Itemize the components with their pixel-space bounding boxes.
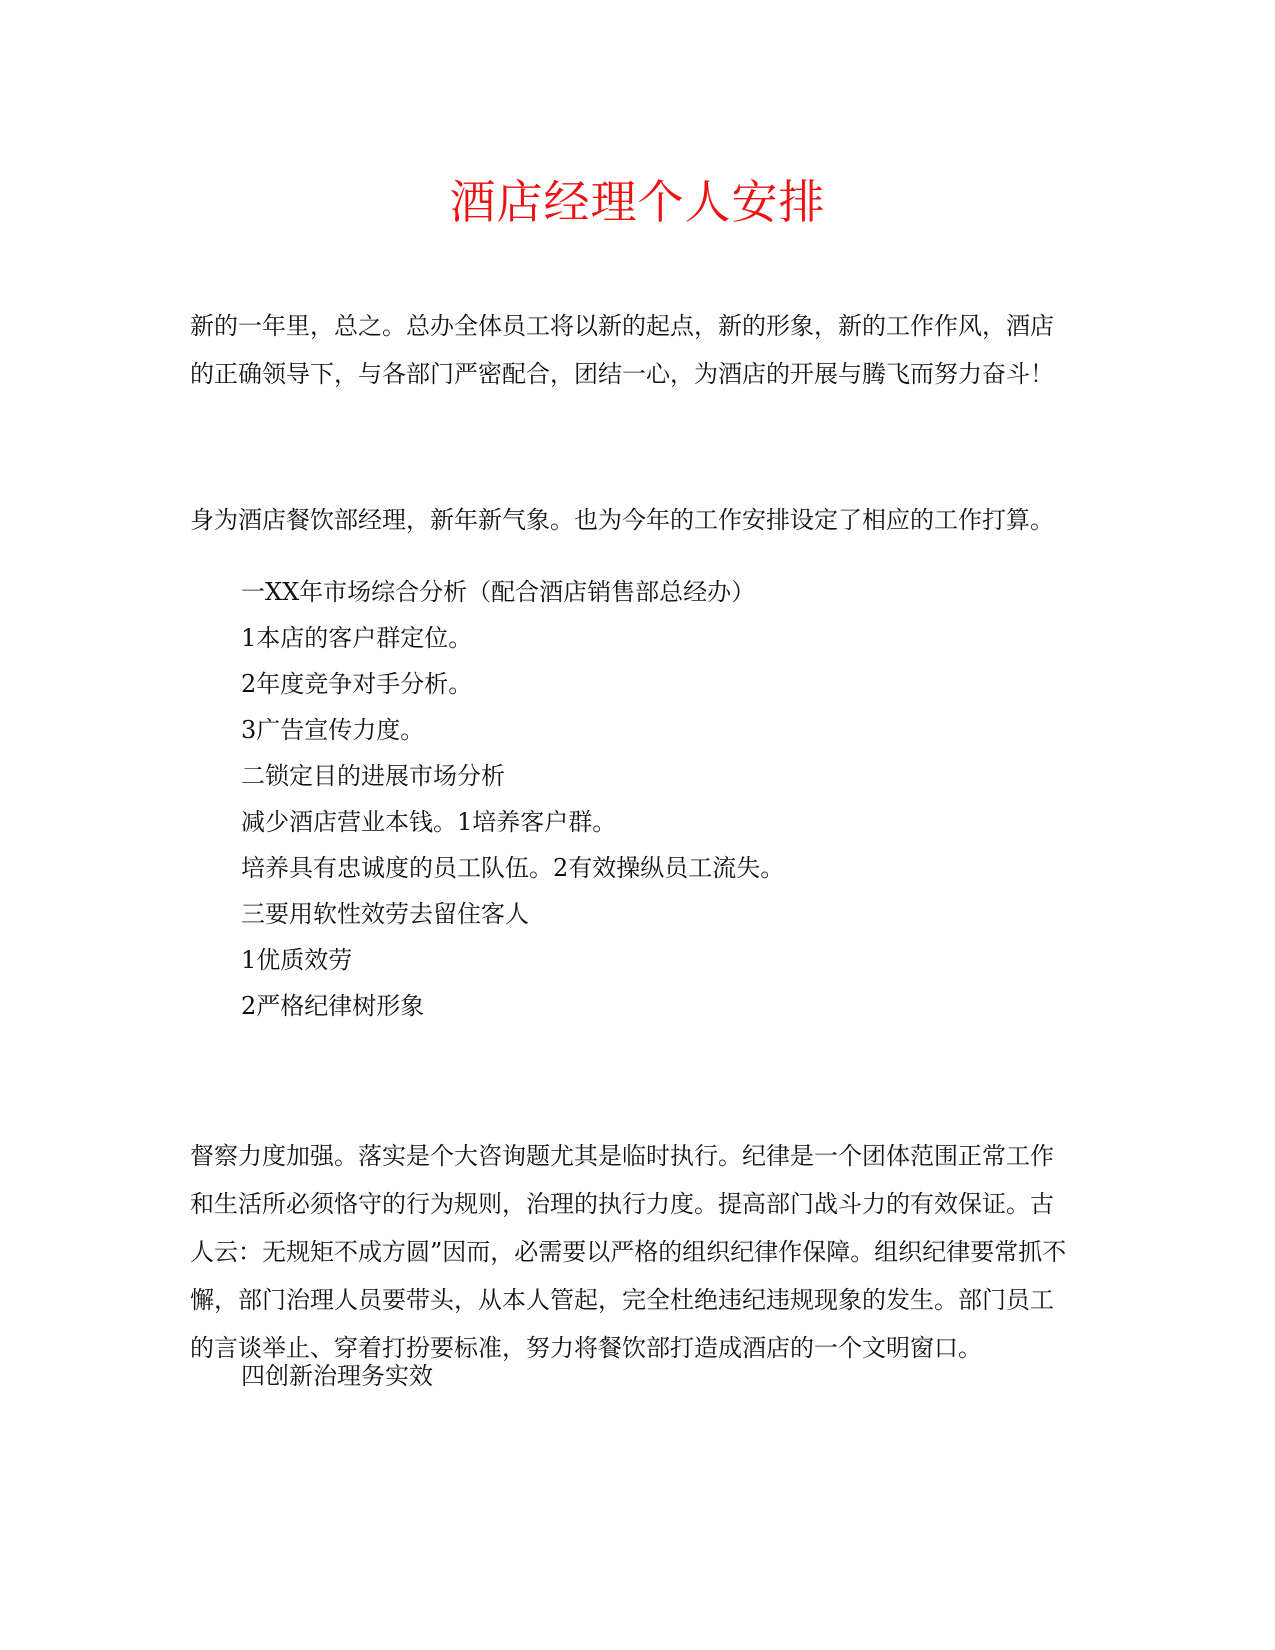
list-item: 减少酒店营业本钱。1培养客户群。 xyxy=(241,808,617,836)
list-item: 2年度竞争对手分析。 xyxy=(241,670,473,698)
list-item: 一XX年市场综合分析（配合酒店销售部总经办） xyxy=(241,578,756,606)
paragraph-discipline: 督察力度加强。落实是个大咨询题尤其是临时执行。纪律是一个团体范围正常工作和生活所必须恪守的行为规则，治理的执行力度。提高部门战斗力的有效保证。古人云：无规矩不成方圆”因而，必需要以严格的组织纪律作保障。组织纪律要常抓不懈，部门治理人员要带头，从本人管起，完全杜绝违纪违规现象的发生。部门员工的言谈举止、穿着打扮要标准，努力将餐饮部打造成酒店的一个文明窗口。 xyxy=(190,1142,1067,1362)
list-item: 1本店的客户群定位。 xyxy=(241,624,473,652)
list-item: 三要用软性效劳去留住客人 xyxy=(241,900,529,928)
list-item: 培养具有忠诚度的员工队伍。2有效操纵员工流失。 xyxy=(241,854,785,882)
list-item: 1优质效劳 xyxy=(241,946,353,974)
list-item: 二锁定目的进展市场分析 xyxy=(241,762,505,790)
paragraph-plan: 身为酒店餐饮部经理，新年新气象。也为今年的工作安排设定了相应的工作打算。 xyxy=(190,506,1054,534)
paragraph-intro: 新的一年里，总之。总办全体员工将以新的起点，新的形象，新的工作作风，酒店的正确领导下，与各部门严密配合，团结一心，为酒店的开展与腾飞而努力奋斗！ xyxy=(190,312,1054,388)
list-item: 2严格纪律树形象 xyxy=(241,992,425,1020)
document-title: 酒店经理个人安排 xyxy=(449,175,826,229)
list-item: 3广告宣传力度。 xyxy=(241,716,425,744)
list-item-final: 四创新治理务实效 xyxy=(241,1362,433,1390)
